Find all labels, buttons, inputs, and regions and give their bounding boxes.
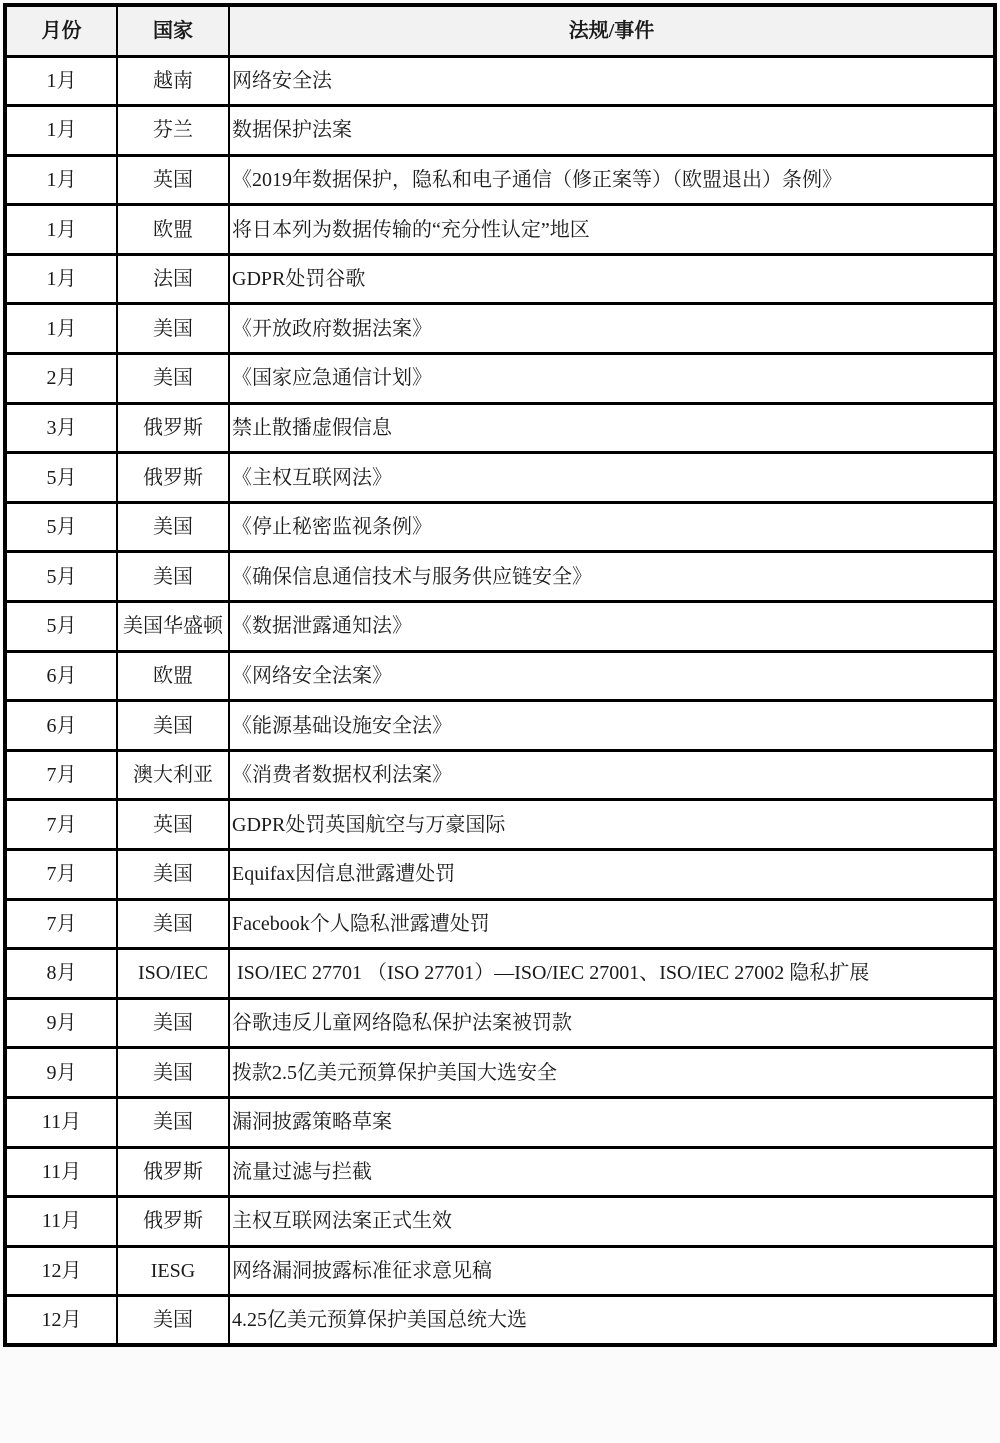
table-row bbox=[5, 1197, 995, 1247]
event-cell: GDPR处罚英国航空与万豪国际 bbox=[229, 800, 995, 850]
month-cell: 8月 bbox=[5, 949, 117, 999]
month-cell: 7月 bbox=[5, 800, 117, 850]
month-cell: 2月 bbox=[5, 354, 117, 404]
month-cell: 11月 bbox=[5, 1147, 117, 1197]
country-cell: 美国 bbox=[117, 1296, 229, 1346]
month-cell: 12月 bbox=[5, 1296, 117, 1346]
country-cell: 美国 bbox=[117, 1097, 229, 1147]
table-row bbox=[5, 552, 995, 602]
country-cell: 美国 bbox=[117, 899, 229, 949]
table-row bbox=[5, 453, 995, 503]
month-cell: 9月 bbox=[5, 1048, 117, 1098]
country-cell: 澳大利亚 bbox=[117, 750, 229, 800]
event-cell: 流量过滤与拦截 bbox=[229, 1147, 995, 1197]
month-cell: 7月 bbox=[5, 850, 117, 900]
country-cell: 美国华盛顿 bbox=[117, 602, 229, 652]
event-cell: 数据保护法案 bbox=[229, 106, 995, 156]
country-cell: 美国 bbox=[117, 998, 229, 1048]
country-cell: 芬兰 bbox=[117, 106, 229, 156]
event-cell: 漏洞披露策略草案 bbox=[229, 1097, 995, 1147]
country-cell: 英国 bbox=[117, 800, 229, 850]
table-row bbox=[5, 701, 995, 751]
event-cell: 《确保信息通信技术与服务供应链安全》 bbox=[229, 552, 995, 602]
event-cell: 将日本列为数据传输的“充分性认定”地区 bbox=[229, 205, 995, 255]
month-cell: 11月 bbox=[5, 1197, 117, 1247]
table-row bbox=[5, 304, 995, 354]
table-row bbox=[5, 1097, 995, 1147]
country-cell: 欧盟 bbox=[117, 205, 229, 255]
event-cell: GDPR处罚谷歌 bbox=[229, 254, 995, 304]
country-cell: 美国 bbox=[117, 502, 229, 552]
country-cell: 欧盟 bbox=[117, 651, 229, 701]
month-cell: 1月 bbox=[5, 254, 117, 304]
table-row bbox=[5, 750, 995, 800]
table-row bbox=[5, 1147, 995, 1197]
country-cell: 越南 bbox=[117, 56, 229, 106]
month-cell: 11月 bbox=[5, 1097, 117, 1147]
table-row bbox=[5, 602, 995, 652]
event-cell: 《数据泄露通知法》 bbox=[229, 602, 995, 652]
month-cell: 5月 bbox=[5, 602, 117, 652]
event-cell: 《国家应急通信计划》 bbox=[229, 354, 995, 404]
table-row bbox=[5, 403, 995, 453]
table-row bbox=[5, 1048, 995, 1098]
month-cell: 7月 bbox=[5, 899, 117, 949]
table-row bbox=[5, 850, 995, 900]
country-cell: 美国 bbox=[117, 701, 229, 751]
event-cell: 《消费者数据权利法案》 bbox=[229, 750, 995, 800]
month-cell: 5月 bbox=[5, 552, 117, 602]
table-row bbox=[5, 998, 995, 1048]
month-cell: 1月 bbox=[5, 155, 117, 205]
event-cell: 《网络安全法案》 bbox=[229, 651, 995, 701]
table-row bbox=[5, 800, 995, 850]
month-cell: 1月 bbox=[5, 304, 117, 354]
country-cell: 俄罗斯 bbox=[117, 1197, 229, 1247]
country-cell: 法国 bbox=[117, 254, 229, 304]
country-cell: 英国 bbox=[117, 155, 229, 205]
event-cell: 主权互联网法案正式生效 bbox=[229, 1197, 995, 1247]
month-cell: 6月 bbox=[5, 701, 117, 751]
month-cell: 3月 bbox=[5, 403, 117, 453]
column-header-country: 国家 bbox=[117, 5, 229, 56]
table-row bbox=[5, 56, 995, 106]
country-cell: 美国 bbox=[117, 552, 229, 602]
country-cell: 俄罗斯 bbox=[117, 403, 229, 453]
header-row bbox=[5, 5, 995, 56]
table-row bbox=[5, 254, 995, 304]
table-row bbox=[5, 651, 995, 701]
column-header-month: 月份 bbox=[5, 5, 117, 56]
country-cell: ISO/IEC bbox=[117, 949, 229, 999]
event-cell: 《停止秘密监视条例》 bbox=[229, 502, 995, 552]
event-cell: 网络安全法 bbox=[229, 56, 995, 106]
country-cell: 俄罗斯 bbox=[117, 453, 229, 503]
table-body bbox=[5, 56, 995, 1345]
column-header-event: 法规/事件 bbox=[229, 5, 995, 56]
month-cell: 5月 bbox=[5, 502, 117, 552]
country-cell: 俄罗斯 bbox=[117, 1147, 229, 1197]
event-cell: 禁止散播虚假信息 bbox=[229, 403, 995, 453]
month-cell: 1月 bbox=[5, 56, 117, 106]
event-cell: Facebook个人隐私泄露遭处罚 bbox=[229, 899, 995, 949]
month-cell: 12月 bbox=[5, 1246, 117, 1296]
regulations-events-table bbox=[3, 3, 997, 1347]
month-cell: 9月 bbox=[5, 998, 117, 1048]
country-cell: 美国 bbox=[117, 304, 229, 354]
table-row bbox=[5, 106, 995, 156]
country-cell: 美国 bbox=[117, 1048, 229, 1098]
month-cell: 1月 bbox=[5, 205, 117, 255]
month-cell: 6月 bbox=[5, 651, 117, 701]
table-row bbox=[5, 354, 995, 404]
table-row bbox=[5, 502, 995, 552]
country-cell: 美国 bbox=[117, 354, 229, 404]
table-row bbox=[5, 205, 995, 255]
month-cell: 5月 bbox=[5, 453, 117, 503]
event-cell: 《主权互联网法》 bbox=[229, 453, 995, 503]
table-row bbox=[5, 1246, 995, 1296]
event-cell: ISO/IEC 27701 （ISO 27701）—ISO/IEC 27001、ISO/IEC 27002 隐私扩展 bbox=[229, 949, 995, 999]
table-row bbox=[5, 949, 995, 999]
country-cell: 美国 bbox=[117, 850, 229, 900]
event-cell: 网络漏洞披露标准征求意见稿 bbox=[229, 1246, 995, 1296]
table-row bbox=[5, 1296, 995, 1346]
table-header bbox=[5, 5, 995, 56]
event-cell: 拨款2.5亿美元预算保护美国大选安全 bbox=[229, 1048, 995, 1098]
event-cell: 谷歌违反儿童网络隐私保护法案被罚款 bbox=[229, 998, 995, 1048]
event-cell: Equifax因信息泄露遭处罚 bbox=[229, 850, 995, 900]
event-cell: 《能源基础设施安全法》 bbox=[229, 701, 995, 751]
month-cell: 7月 bbox=[5, 750, 117, 800]
event-cell: 《2019年数据保护，隐私和电子通信（修正案等）（欧盟退出）条例》 bbox=[229, 155, 995, 205]
table-row bbox=[5, 899, 995, 949]
table-row bbox=[5, 155, 995, 205]
event-cell: 4.25亿美元预算保护美国总统大选 bbox=[229, 1296, 995, 1346]
month-cell: 1月 bbox=[5, 106, 117, 156]
country-cell: IESG bbox=[117, 1246, 229, 1296]
event-cell: 《开放政府数据法案》 bbox=[229, 304, 995, 354]
